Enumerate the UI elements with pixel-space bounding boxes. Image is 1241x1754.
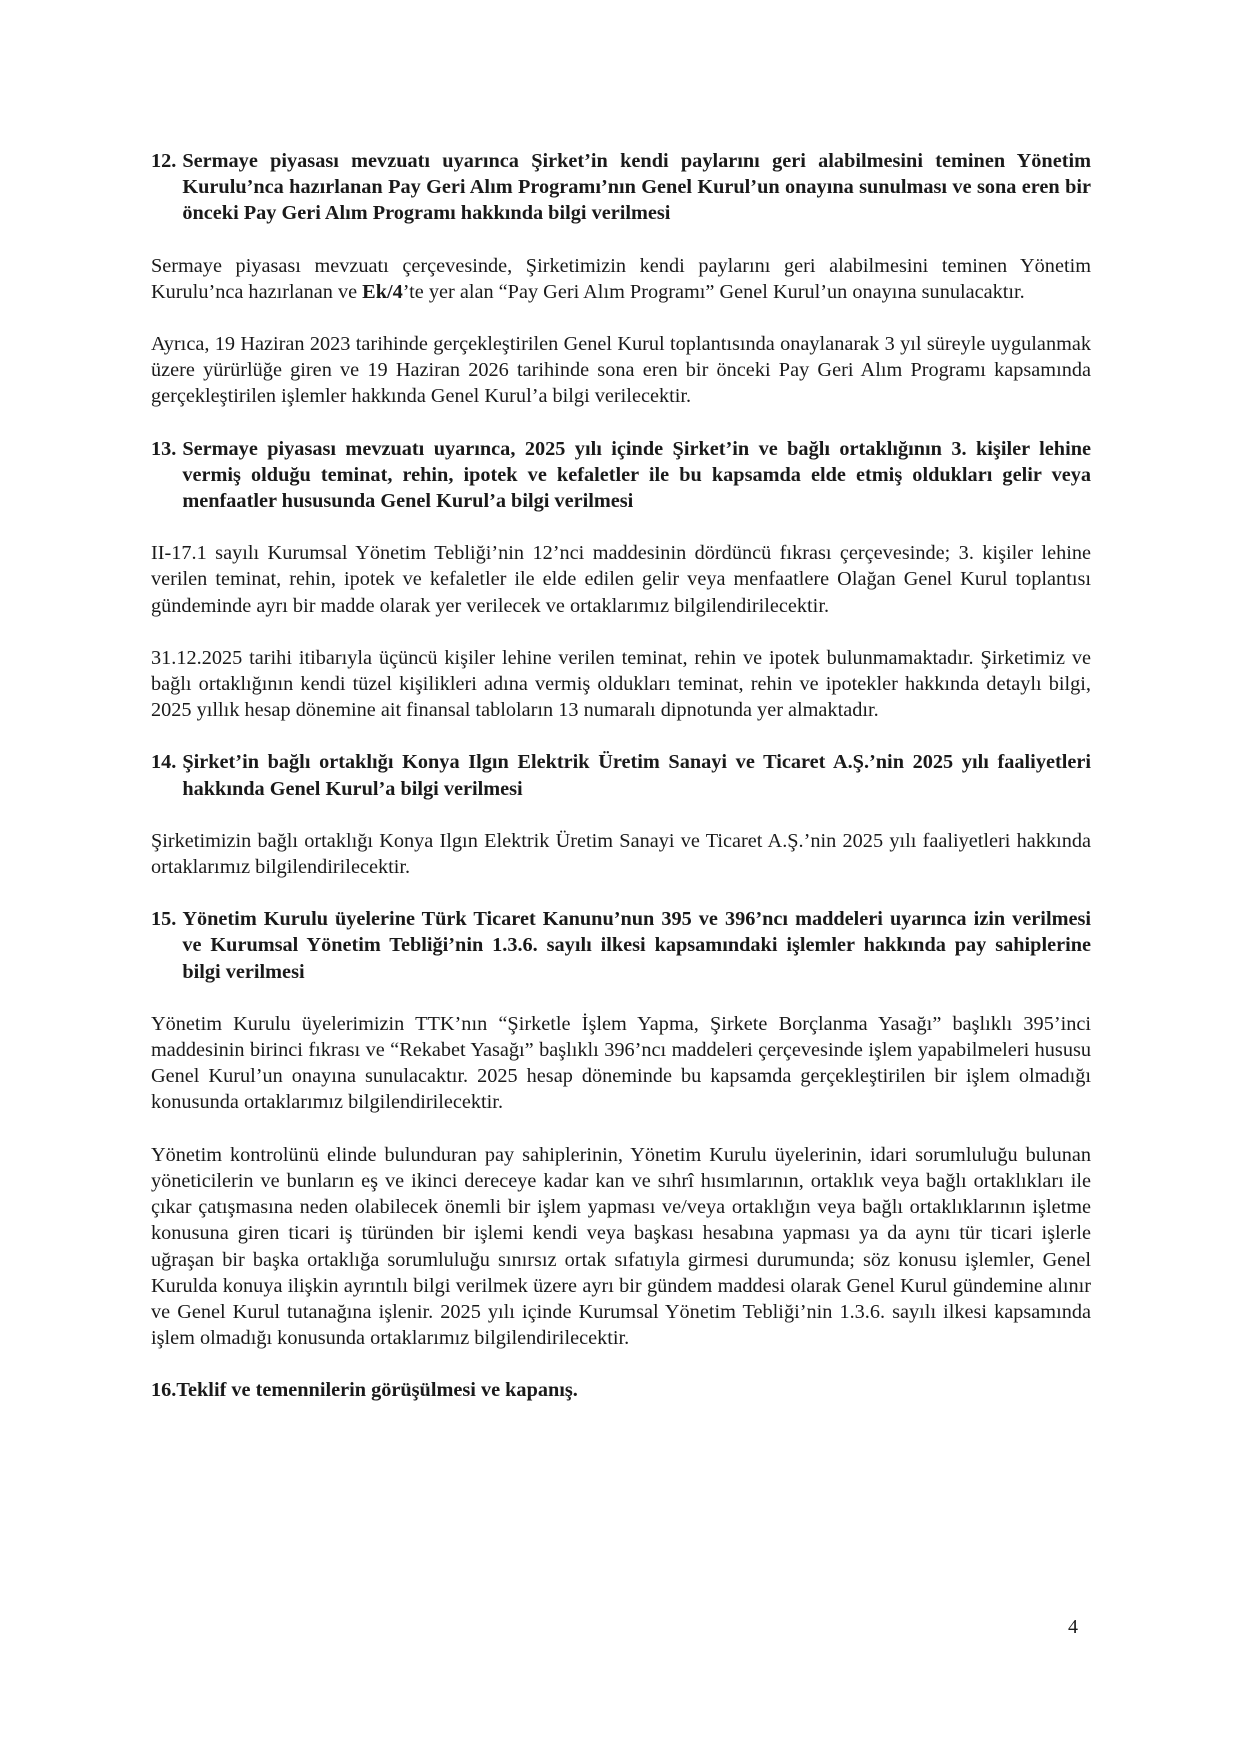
section-title: Yönetim Kurulu üyelerine Türk Ticaret Kanunu’nun 395 ve 396’ncı maddeleri uyarınca izin verilmesi ve Kurumsal Yönetim Tebliği’nin 1.3.6. sayılı ilkesi kapsamındaki işlemler hakkında pay sahiplerine bilgi verilmesi — [182, 908, 1091, 983]
section-number: 12. — [151, 150, 177, 172]
section-heading-12 — [151, 148, 1091, 227]
annex-reference: Ek/4 — [362, 280, 403, 303]
paragraph: Şirketimizin bağlı ortaklığı Konya Ilgın Elektrik Üretim Sanayi ve Ticaret A.Ş.’nin 2025 yılı faaliyetleri hakkında ortaklarımız bilgilendirilecektir. — [151, 829, 1091, 879]
section-title: Sermaye piyasası mevzuatı uyarınca Şirket’in kendi paylarını geri alabilmesini teminen Yönetim Kurulu’nca hazırlanan Pay Geri Alım Programı’nın Genel Kurul’un onayına sunulması ve sona eren bir önceki Pay Geri Alım Programı hakkında bilgi verilmesi — [182, 150, 1091, 225]
section-heading-14 — [151, 749, 1091, 801]
section-title: Şirket’in bağlı ortaklığı Konya Ilgın Elektrik Üretim Sanayi ve Ticaret A.Ş.’nin 2025 yılı faaliyetleri hakkında Genel Kurul’a bilgi verilmesi — [182, 751, 1091, 800]
paragraph: Ayrıca, 19 Haziran 2023 tarihinde gerçekleştirilen Genel Kurul toplantısında onaylanarak 3 yıl süreyle uygulanmak üzere yürürlüğe giren ve 19 Haziran 2026 tarihinde sona eren bir önceki Pay Geri Alım Programı kapsamında gerçekleştirilen işlemler hakkında Genel Kurul’a bilgi verilecektir. — [151, 333, 1091, 408]
section-heading-16 — [151, 1377, 1091, 1403]
paragraph-text: ’te yer alan “Pay Geri Alım Programı” Genel Kurul’un onayına sunulacaktır. — [402, 280, 1025, 303]
section-number: 15. — [151, 908, 177, 931]
paragraph: II-17.1 sayılı Kurumsal Yönetim Tebliği’nin 12’nci maddesinin dördüncü fıkrası çerçevesinde; 3. kişiler lehine verilen teminat, rehin, ipotek ve kefaletler ile elde edilen gelir veya menfaatlere Olağan Genel Kurul toplantısı gündeminde ayrı bir madde olarak yer verilecek ve ortaklarımız bilgilendirilecektir. — [151, 542, 1091, 617]
section-number: 13. — [151, 437, 177, 460]
section-title: Teklif ve temennilerin görüşülmesi ve kapanış. — [176, 1379, 578, 1402]
paragraph-text: Sermaye piyasası mevzuatı çerçevesinde, Şirketimizin kendi paylarını geri alabilmesini teminen Yönetim Kurulu’nca hazırlanan ve — [151, 254, 1091, 303]
page-number: 4 — [1068, 1616, 1078, 1638]
paragraph: Yönetim kontrolünü elinde bulunduran pay sahiplerinin, Yönetim Kurulu üyelerinin, idari sorumluluğu bulunan yöneticilerin ve bunların eş ve ikinci dereceye kadar kan ve sıhrî hısımlarının, ortaklık veya bağlı ortaklıkları ile çıkar çatışmasına neden olabilecek önemli bir işlem yapması ve/veya ortaklığın veya bağlı ortaklıklarının işletme konusuna giren ticari iş türünden bir işlemi kendi veya başkası hesabına yapması ya da aynı tür ticari işlerle uğraşan bir başka ortaklığa sorumluluğu sınırsız ortak sıfatıyla girmesi durumunda; söz konusu işlemler, Genel Kurulda konuya ilişkin ayrıntılı bilgi verilmek üzere ayrı bir gündem maddesi olarak Genel Kurul gündemine alınır ve Genel Kurul tutanağına işlenir. 2025 yılı içinde Kurumsal Yönetim Tebliği’nin 1.3.6. sayılı ilkesi kapsamında işlem olmadığı konusunda ortaklarımız bilgilendirilecektir. — [151, 1143, 1091, 1350]
paragraph — [151, 253, 1091, 305]
section-number: 16. — [151, 1379, 177, 1402]
section-heading-15 — [151, 906, 1091, 985]
section-heading-13 — [151, 436, 1091, 515]
document-body — [151, 148, 1091, 1404]
paragraph: Yönetim Kurulu üyelerimizin TTK’nın “Şirketle İşlem Yapma, Şirkete Borçlanma Yasağı” başlıklı 395’inci maddesinin birinci fıkrası ve “Rekabet Yasağı” başlıklı 396’ncı maddeleri çerçevesinde işlem yapabilmeleri hususu Genel Kurul’un onayına sunulacaktır. 2025 hesap döneminde bu kapsamda gerçekleştirilen bir işlem olmadığı konusunda ortaklarımız bilgilendirilecektir. — [151, 1012, 1091, 1114]
paragraph: 31.12.2025 tarihi itibarıyla üçüncü kişiler lehine verilen teminat, rehin ve ipotek bulunmamaktadır. Şirketimiz ve bağlı ortaklığının kendi tüzel kişilikleri adına vermiş oldukları teminat, rehin ve ipotekler hakkında detaylı bilgi, 2025 yıllık hesap dönemine ait finansal tabloların 13 numaralı dipnotunda yer almaktadır. — [151, 646, 1091, 722]
section-title: Sermaye piyasası mevzuatı uyarınca, 2025 yılı içinde Şirket’in ve bağlı ortaklığının 3. kişiler lehine vermiş olduğu teminat, rehin, ipotek ve kefaletler ile bu kapsamda elde etmiş oldukları gelir veya menfaatler hususunda Genel Kurul’a bilgi verilmesi — [182, 437, 1091, 513]
section-number: 14. — [151, 751, 177, 774]
